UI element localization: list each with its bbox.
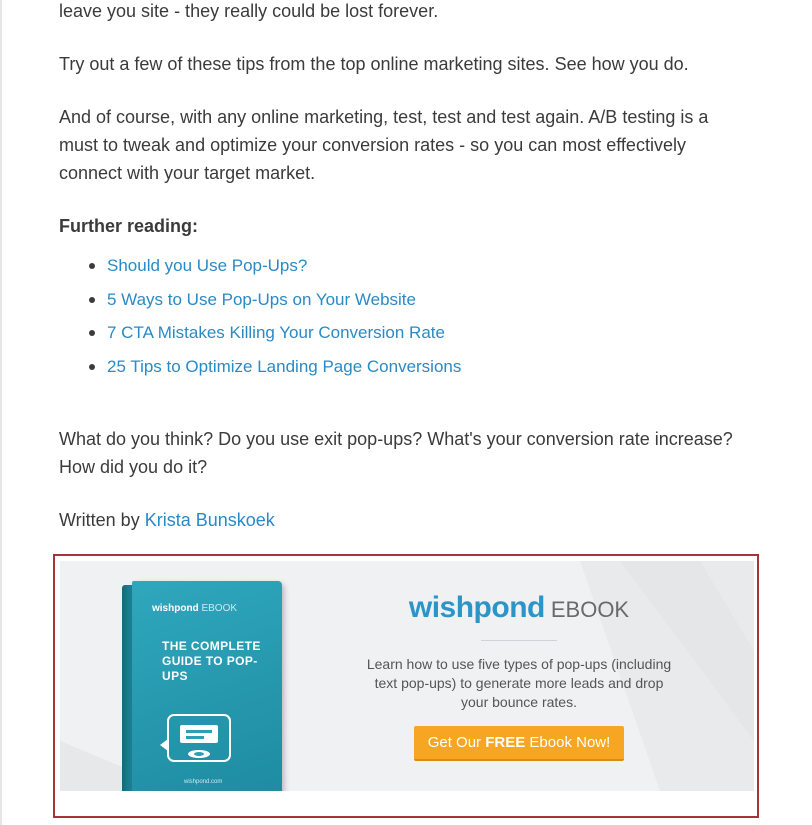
page-left-rule	[0, 0, 2, 825]
byline-prefix: Written by	[59, 510, 145, 530]
further-reading-link[interactable]: 5 Ways to Use Pop-Ups on Your Website	[107, 289, 416, 309]
divider	[481, 640, 557, 641]
ebook-cover[interactable]	[122, 581, 282, 791]
author-link[interactable]: Krista Bunskoek	[144, 510, 275, 530]
bullet-icon	[89, 330, 95, 336]
promo-description: Learn how to use five types of pop-ups (including text pop-ups) to generate more leads and drop your bounce rates.	[366, 656, 672, 710]
paragraph-2: Try out a few of these tips from the top online marketing sites. See how you do.	[59, 54, 689, 74]
bullet-icon	[89, 364, 95, 370]
chat-window-icon	[160, 709, 240, 781]
ebook-banner-frame[interactable]	[53, 554, 759, 818]
get-free-ebook-button[interactable]: Get Our FREE Ebook Now!	[414, 726, 625, 761]
ebook-label: EBOOK	[550, 597, 630, 622]
ebook-banner	[60, 561, 754, 791]
list-item	[59, 316, 461, 350]
brand-heading	[360, 591, 678, 627]
list-item	[59, 249, 461, 283]
book-footer: wishpond.com	[184, 779, 223, 785]
paragraph-1: leave you site - they really could be lost forever.	[59, 1, 439, 21]
bullet-icon	[89, 297, 95, 303]
further-reading-link[interactable]: Should you Use Pop-Ups?	[107, 255, 308, 275]
book-brand: wishpond EBOOK	[152, 603, 238, 614]
book-title: THE COMPLETE GUIDE TO POP-UPS	[162, 639, 261, 683]
bullet-icon	[89, 263, 95, 269]
list-item	[59, 350, 461, 384]
list-item	[59, 283, 461, 317]
byline	[59, 506, 275, 534]
promo-panel	[360, 591, 678, 761]
wishpond-logo: wishpond	[408, 591, 545, 624]
further-reading-heading: Further reading:	[59, 216, 199, 236]
further-reading-list	[59, 249, 461, 384]
further-reading-link[interactable]: 7 CTA Mistakes Killing Your Conversion Rate	[107, 323, 445, 343]
paragraph-3: And of course, with any online marketing, test, test and test again. A/B testing is a must to tweak and optimize your conversion rates - so you can most effectively connect with your target market.	[59, 107, 709, 183]
further-reading-link[interactable]: 25 Tips to Optimize Landing Page Conversions	[107, 356, 462, 376]
paragraph-4: What do you think? Do you use exit pop-ups? What's your conversion rate increase? How did you do it?	[59, 429, 733, 477]
